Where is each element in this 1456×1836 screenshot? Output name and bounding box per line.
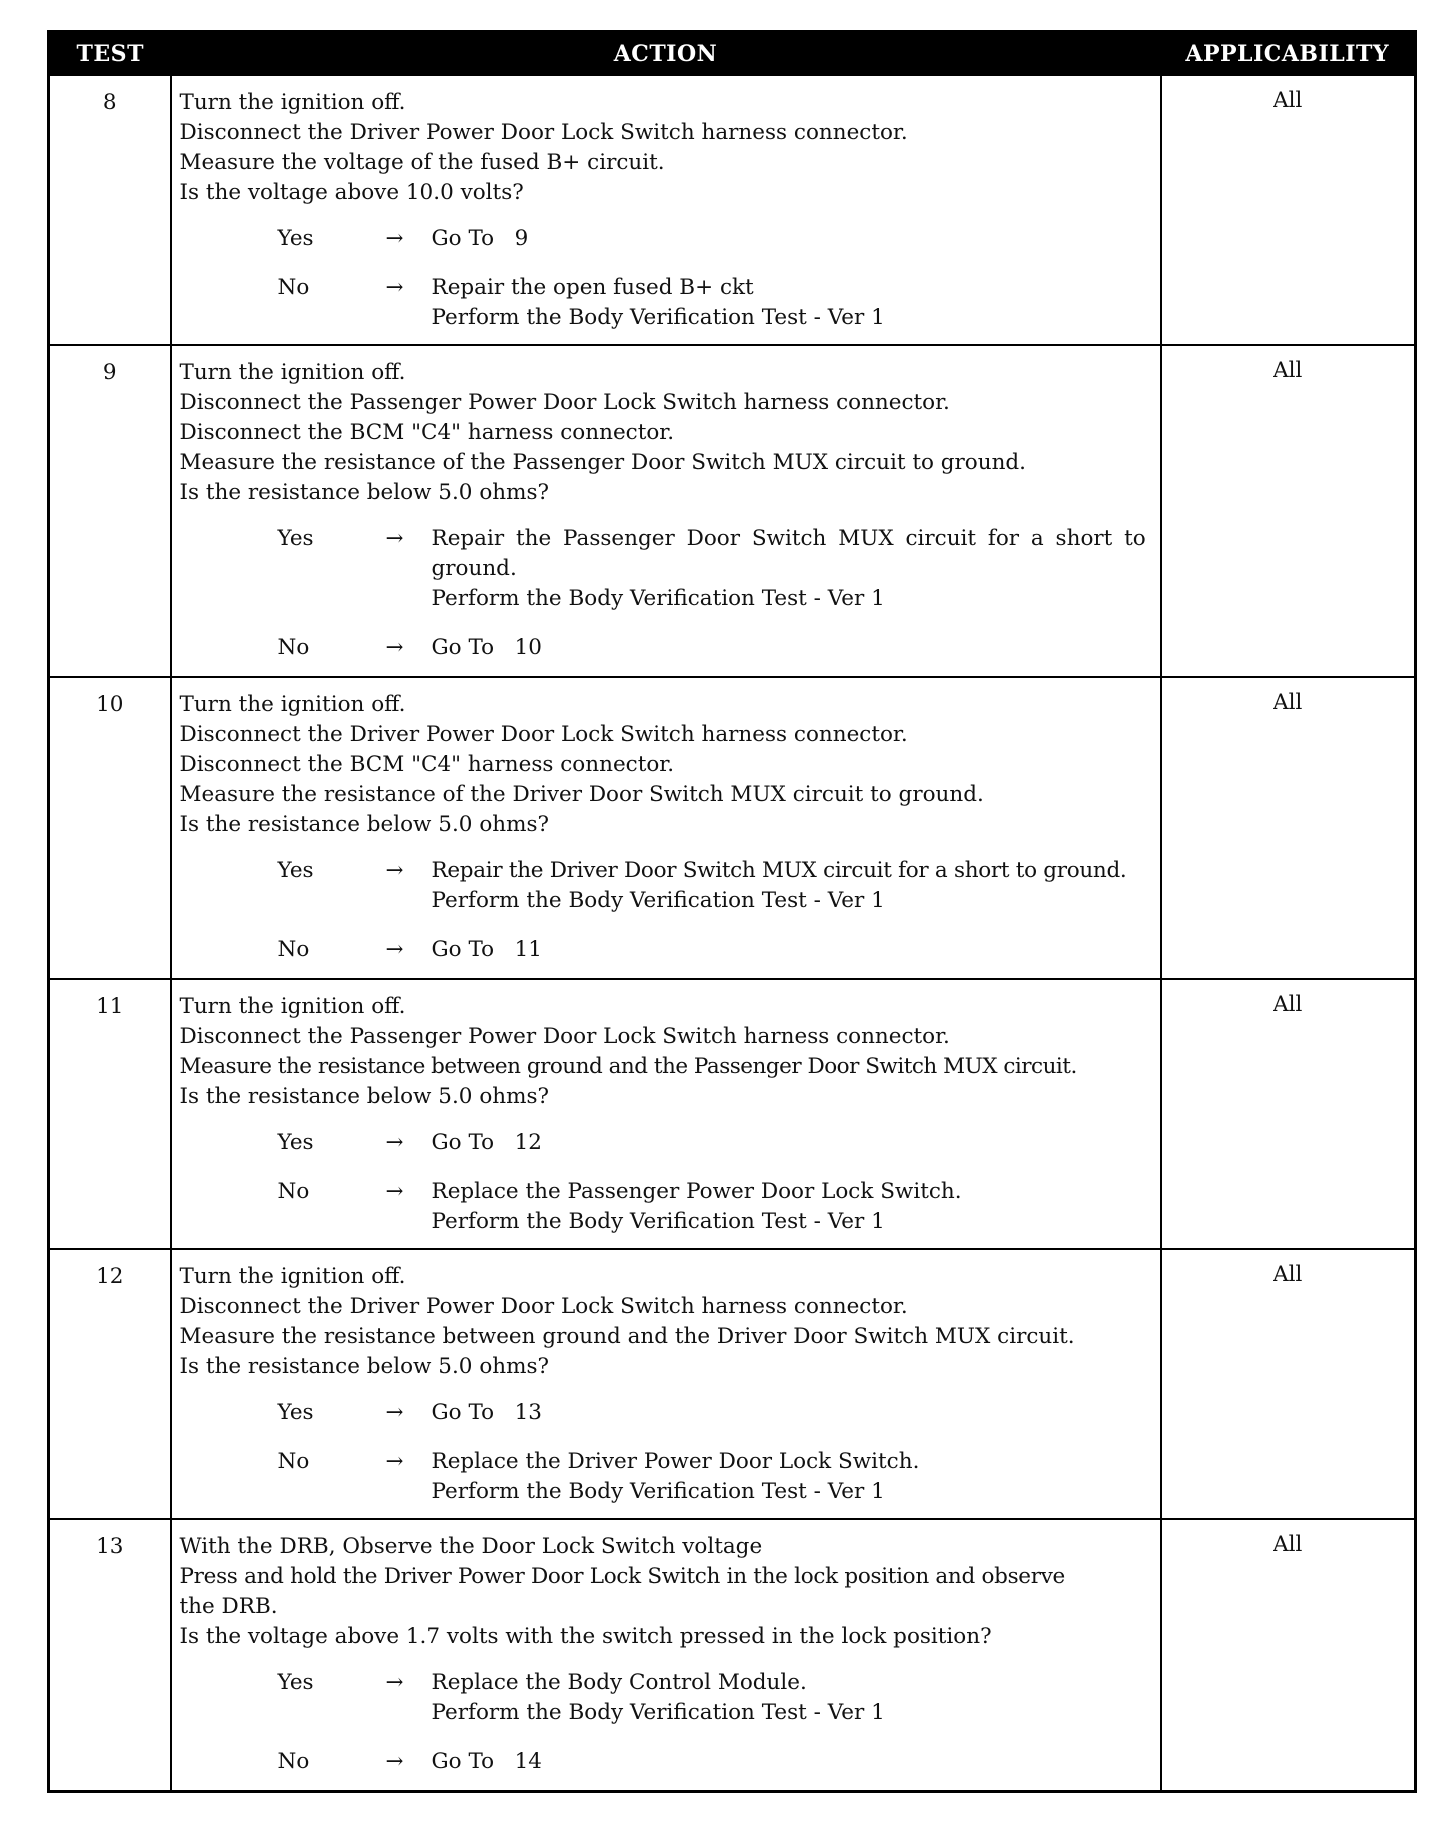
no-result: Go To 10 bbox=[431, 635, 542, 660]
right-arrow-icon: → bbox=[385, 1449, 404, 1474]
no-result: Replace the Passenger Power Door Lock Switch. bbox=[431, 1179, 962, 1204]
action-cell bbox=[171, 1249, 1161, 1519]
action-step: Is the voltage above 1.7 volts with the switch pressed in the lock position? bbox=[179, 1624, 992, 1649]
header-test: TEST bbox=[49, 32, 171, 76]
no-label: No bbox=[277, 937, 310, 962]
test-number: 12 bbox=[96, 1264, 124, 1289]
table-row bbox=[49, 1519, 1416, 1792]
action-step: the DRB. bbox=[179, 1594, 278, 1619]
action-step: Measure the resistance between ground and the Driver Door Switch MUX circuit. bbox=[179, 1324, 1075, 1349]
action-step: Is the resistance below 5.0 ohms? bbox=[179, 480, 550, 505]
applicability-cell bbox=[1161, 979, 1416, 1249]
right-arrow-icon: → bbox=[385, 1400, 404, 1425]
right-arrow-icon: → bbox=[385, 275, 404, 300]
applicability-value: All bbox=[1273, 358, 1303, 383]
table-row bbox=[49, 345, 1416, 677]
action-step: Turn the ignition off. bbox=[179, 360, 406, 385]
action-cell bbox=[171, 979, 1161, 1249]
no-result: Perform the Body Verification Test - Ver 1 bbox=[431, 1209, 885, 1234]
test-number: 13 bbox=[96, 1534, 124, 1559]
table-row bbox=[49, 75, 1416, 345]
no-label: No bbox=[277, 1449, 310, 1474]
yes-result: Repair the Passenger Door Switch MUX circuit for a short to bbox=[431, 526, 1146, 551]
action-step: Press and hold the Driver Power Door Lock Switch in the lock position and observe bbox=[179, 1564, 1065, 1589]
applicability-cell bbox=[1161, 1249, 1416, 1519]
test-number-cell bbox=[49, 345, 171, 677]
no-outcome bbox=[278, 1447, 1152, 1507]
table-row bbox=[49, 1249, 1416, 1519]
action-step: Disconnect the Passenger Power Door Lock Switch harness connector. bbox=[179, 1024, 950, 1049]
right-arrow-icon: → bbox=[385, 858, 404, 883]
yes-result: Perform the Body Verification Test - Ver 1 bbox=[431, 586, 885, 611]
action-step: Measure the voltage of the fused B+ circuit. bbox=[179, 150, 665, 175]
yes-result: Go To 9 bbox=[431, 226, 529, 251]
action-step: Turn the ignition off. bbox=[179, 692, 406, 717]
yes-label: Yes bbox=[277, 1670, 314, 1695]
action-step: Disconnect the BCM "C4" harness connector. bbox=[179, 420, 675, 445]
right-arrow-icon: → bbox=[385, 226, 404, 251]
yes-result: Repair the Driver Door Switch MUX circuit for a short to ground. bbox=[431, 858, 1127, 883]
no-outcome bbox=[278, 273, 1152, 333]
action-step: Is the resistance below 5.0 ohms? bbox=[179, 1354, 550, 1379]
yes-result: Go To 12 bbox=[431, 1130, 542, 1155]
no-result: Go To 14 bbox=[431, 1749, 542, 1774]
action-step: Is the voltage above 10.0 volts? bbox=[179, 180, 524, 205]
no-outcome bbox=[278, 935, 1152, 965]
diagnostic-test-table bbox=[47, 30, 1417, 1793]
action-step: Disconnect the Driver Power Door Lock Switch harness connector. bbox=[179, 722, 908, 747]
yes-result: Perform the Body Verification Test - Ver 1 bbox=[431, 1700, 885, 1725]
action-cell bbox=[171, 677, 1161, 979]
yes-outcome bbox=[278, 524, 1152, 614]
applicability-cell bbox=[1161, 1519, 1416, 1792]
yes-outcome bbox=[278, 856, 1152, 916]
no-result: Repair the open fused B+ ckt bbox=[431, 275, 754, 300]
no-result: Perform the Body Verification Test - Ver 1 bbox=[431, 305, 885, 330]
table-row bbox=[49, 979, 1416, 1249]
applicability-cell bbox=[1161, 75, 1416, 345]
no-label: No bbox=[277, 1179, 310, 1204]
action-step: Turn the ignition off. bbox=[179, 90, 406, 115]
yes-result: Go To 13 bbox=[431, 1400, 542, 1425]
no-result: Go To 11 bbox=[431, 937, 542, 962]
test-number: 8 bbox=[102, 90, 117, 115]
right-arrow-icon: → bbox=[385, 1749, 404, 1774]
action-step: Turn the ignition off. bbox=[179, 1264, 406, 1289]
applicability-cell bbox=[1161, 345, 1416, 677]
test-number-cell bbox=[49, 677, 171, 979]
right-arrow-icon: → bbox=[385, 1179, 404, 1204]
yes-label: Yes bbox=[277, 1400, 314, 1425]
action-cell bbox=[171, 75, 1161, 345]
no-label: No bbox=[277, 1749, 310, 1774]
test-number: 11 bbox=[96, 994, 124, 1019]
applicability-value: All bbox=[1273, 1532, 1303, 1557]
action-cell bbox=[171, 345, 1161, 677]
right-arrow-icon: → bbox=[385, 1670, 404, 1695]
no-outcome bbox=[278, 1747, 1152, 1777]
no-outcome bbox=[278, 633, 1152, 663]
header-action: ACTION bbox=[171, 32, 1161, 76]
no-label: No bbox=[277, 635, 310, 660]
no-outcome bbox=[278, 1177, 1152, 1237]
no-result: Perform the Body Verification Test - Ver 1 bbox=[431, 1479, 885, 1504]
yes-outcome bbox=[278, 224, 1152, 254]
applicability-value: All bbox=[1273, 1262, 1303, 1287]
action-step: Is the resistance below 5.0 ohms? bbox=[179, 812, 550, 837]
action-step: Measure the resistance between ground and the Passenger Door Switch MUX circuit. bbox=[179, 1054, 1077, 1079]
right-arrow-icon: → bbox=[385, 526, 404, 551]
yes-result: Replace the Body Control Module. bbox=[431, 1670, 807, 1695]
action-step: Turn the ignition off. bbox=[179, 994, 406, 1019]
test-number-cell bbox=[49, 1519, 171, 1792]
applicability-cell bbox=[1161, 677, 1416, 979]
test-number: 10 bbox=[96, 692, 124, 717]
test-number: 9 bbox=[102, 360, 117, 385]
action-cell bbox=[171, 1519, 1161, 1792]
yes-result: Perform the Body Verification Test - Ver 1 bbox=[431, 888, 885, 913]
yes-outcome bbox=[278, 1398, 1152, 1428]
header-applicability: APPLICABILITY bbox=[1161, 32, 1416, 76]
action-step: Disconnect the Driver Power Door Lock Switch harness connector. bbox=[179, 1294, 908, 1319]
action-step: Measure the resistance of the Driver Door Switch MUX circuit to ground. bbox=[179, 782, 984, 807]
yes-label: Yes bbox=[277, 1130, 314, 1155]
test-number-cell bbox=[49, 75, 171, 345]
yes-outcome bbox=[278, 1668, 1152, 1728]
table-header-row bbox=[49, 32, 1416, 76]
test-number-cell bbox=[49, 979, 171, 1249]
yes-result: ground. bbox=[431, 556, 517, 581]
yes-label: Yes bbox=[277, 526, 314, 551]
right-arrow-icon: → bbox=[385, 937, 404, 962]
yes-label: Yes bbox=[277, 858, 314, 883]
no-result: Replace the Driver Power Door Lock Switch. bbox=[431, 1449, 920, 1474]
test-number-cell bbox=[49, 1249, 171, 1519]
action-step: Measure the resistance of the Passenger Door Switch MUX circuit to ground. bbox=[179, 450, 1027, 475]
right-arrow-icon: → bbox=[385, 1130, 404, 1155]
table-row bbox=[49, 677, 1416, 979]
yes-label: Yes bbox=[277, 226, 314, 251]
action-step: Disconnect the Driver Power Door Lock Switch harness connector. bbox=[179, 120, 908, 145]
action-step: Is the resistance below 5.0 ohms? bbox=[179, 1084, 550, 1109]
applicability-value: All bbox=[1273, 992, 1303, 1017]
right-arrow-icon: → bbox=[385, 635, 404, 660]
action-step: Disconnect the BCM "C4" harness connector. bbox=[179, 752, 675, 777]
action-step: Disconnect the Passenger Power Door Lock Switch harness connector. bbox=[179, 390, 950, 415]
action-step: With the DRB, Observe the Door Lock Switch voltage bbox=[179, 1534, 763, 1559]
applicability-value: All bbox=[1273, 690, 1303, 715]
yes-outcome bbox=[278, 1128, 1152, 1158]
no-label: No bbox=[277, 275, 310, 300]
applicability-value: All bbox=[1273, 88, 1303, 113]
